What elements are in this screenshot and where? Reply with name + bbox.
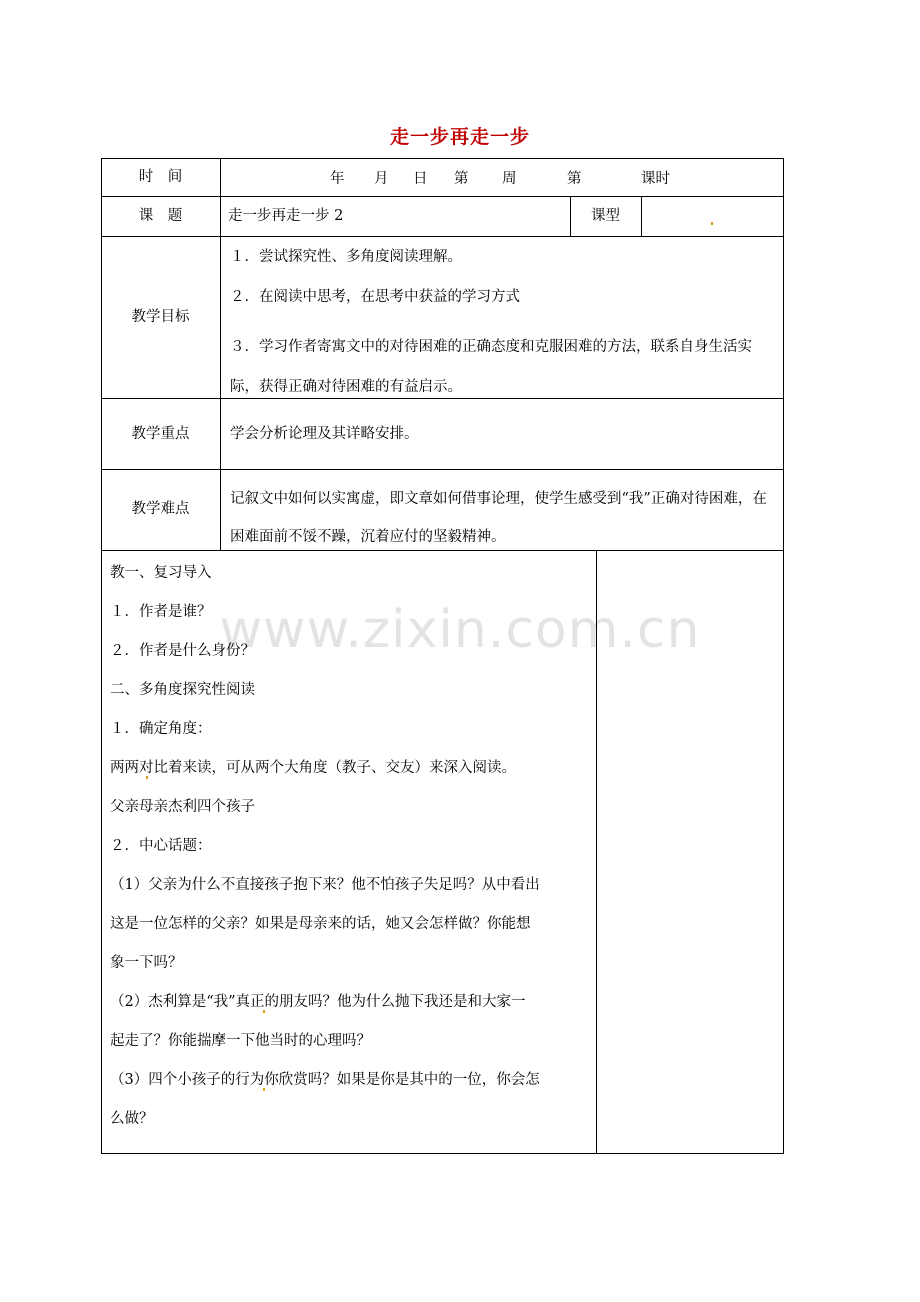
type-label: 课型 <box>591 208 620 224</box>
body-line: ２．作者是什么身份？ <box>110 643 255 659</box>
goals-label: 教学目标 <box>131 309 190 325</box>
body-line: １．确定角度： <box>110 721 212 737</box>
time-period: 课时 <box>641 171 670 187</box>
document-title: 走一步再走一步 <box>389 126 530 148</box>
stray-mark <box>146 776 148 779</box>
difficulty-value: 记叙文中如何以实寓虚，即文章如何借事论理，使学生感受到“我”正确对待困难，在困难面前不馁不躁，沉着应付的坚毅精神。 <box>230 491 767 545</box>
body-line: （2）杰利算是“我”真正的朋友吗？他为什么抛下我还是和大家一 <box>110 994 526 1010</box>
time-week-prefix: 第 <box>454 171 469 187</box>
goal-3: ３．学习作者寄寓文中的对待困难的正确态度和克服困难的方法，联系自身生活实际，获得正确对待困难的有益启示。 <box>230 339 752 395</box>
body-line: 教一、复习导入 <box>110 565 212 581</box>
goal-2: ２．在阅读中思考，在思考中获益的学习方式 <box>230 289 520 305</box>
body-line: 起走了？你能揣摩一下他当时的心理吗？ <box>110 1033 371 1049</box>
body-line: 父亲母亲杰利四个孩子 <box>110 799 255 815</box>
body-line: （1）父亲为什么不直接孩子抱下来？他不怕孩子失足吗？从中看出 <box>110 877 540 893</box>
time-day: 日 <box>413 171 428 187</box>
key-value: 学会分析论理及其详略安排。 <box>230 426 419 442</box>
time-period-prefix: 第 <box>567 171 582 187</box>
goal-1: １．尝试探究性、多角度阅读理解。 <box>230 249 462 265</box>
key-label: 教学重点 <box>131 426 190 442</box>
watermark: www.zixin.com.cn <box>219 600 701 660</box>
body-line: 象一下吗？ <box>110 955 183 971</box>
body-line: ２．中心话题： <box>110 838 212 854</box>
body-line: 这是一位怎样的父亲？如果是母亲来的话，她又会怎样做？你能想 <box>110 916 531 932</box>
body-line: （3）四个小孩子的行为你欣赏吗？如果是你是其中的一位，你会怎 <box>110 1072 540 1088</box>
stray-mark <box>711 222 713 225</box>
stray-mark <box>263 1010 265 1013</box>
difficulty-label: 教学难点 <box>131 501 190 517</box>
body-line: 么做？ <box>110 1111 154 1127</box>
time-week: 周 <box>502 171 517 187</box>
time-year: 年 <box>330 171 345 187</box>
time-month: 月 <box>374 171 389 187</box>
topic-label: 课 题 <box>138 208 183 224</box>
stray-mark <box>263 1088 265 1091</box>
body-line: 两两对比着来读，可从两个大角度（教子、交友）来深入阅读。 <box>110 760 516 776</box>
body-line: １．作者是谁？ <box>110 604 212 620</box>
time-label: 时 间 <box>138 169 183 185</box>
body-line: 二、多角度探究性阅读 <box>110 682 255 698</box>
topic-value: 走一步再走一步 2 <box>228 208 344 224</box>
